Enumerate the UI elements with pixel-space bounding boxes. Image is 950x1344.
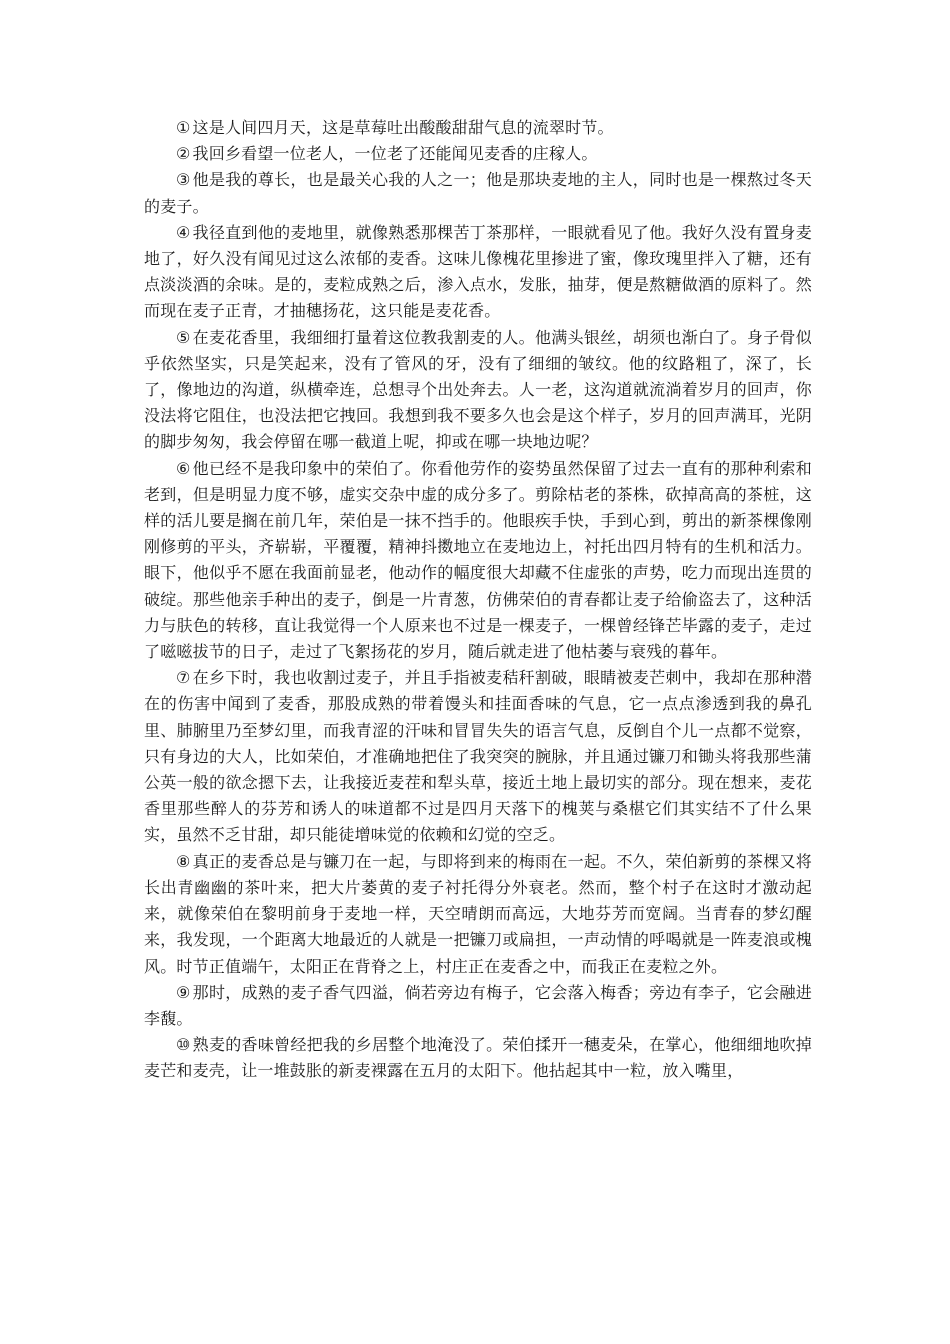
paragraph-number: ④ (176, 222, 191, 242)
paragraph-text: 他已经不是我印象中的荣伯了。你看他劳作的姿势虽然保留了过去一直有的那种利索和老到，但是明显力度不够，虚实交杂中虚的成分多了。剪除枯老的茶株，砍掉高高的茶桩，这样的活儿要是搁在前几年，荣伯是一抹不挡手的。他眼疾手快，手到心到，剪出的新茶棵像刚刚修剪的平头，齐崭崭，平覆覆，精神抖擞地立在麦地边上，衬托出四月特有的生机和活力。眼下，他似乎不愿在我面前显老，他动作的幅度很大却藏不住虚张的声势，吃力而现出连贯的破绽。那些他亲手种出的麦子，倒是一片青葱，仿佛荣伯的青春都让麦子给偷盗去了，这种活力与肤色的转移，直让我觉得一个人原来也不过是一棵麦子，一棵曾经锋芒毕露的麦子，走过了嗞嗞拔节的日子，走过了飞絮扬花的岁月，随后就走进了他枯萎与衰残的暮年。 (144, 458, 812, 662)
paragraph-5 (144, 325, 812, 456)
paragraph-text: 他是我的尊长，也是最关心我的人之一；他是那块麦地的主人，同时也是一棵熬过冬天的麦子。 (144, 170, 812, 216)
paragraph-text: 在乡下时，我也收割过麦子，并且手指被麦秸秆割破，眼睛被麦芒刺中，我却在那种潜在的伤害中闻到了麦香，那股成熟的带着馒头和挂面香味的气息，它一点点渗透到我的鼻孔里、肺腑里乃至梦幻里，而我青涩的汗味和冒冒失失的语言气息，反倒自个儿一点都不觉察，只有身边的大人，比如荣伯，才准确地把住了我突突的腕脉，并且通过镰刀和锄头将我那些蒲公英一般的欲念摁下去，让我接近麦茬和犁头草，接近土地上最切实的部分。现在想来，麦花香里那些醉人的芬芳和诱人的味道都不过是四月天落下的槐荚与桑椹它们其实结不了什么果实，虽然不乏甘甜，却只能徒增味觉的依赖和幻觉的空乏。 (144, 668, 812, 845)
paragraph-text: 熟麦的香味曾经把我的乡居整个地淹没了。荣伯揉开一穗麦朵，在掌心，他细细地吹掉麦芒和麦壳，让一堆鼓胀的新麦裸露在五月的太阳下。他拈起其中一粒，放入嘴里， (144, 1035, 812, 1081)
paragraph-number: ⑦ (176, 668, 191, 688)
paragraph-text: 在麦花香里，我细细打量着这位教我割麦的人。他满头银丝，胡须也渐白了。身子骨似乎依然坚实，只是笑起来，没有了管风的牙，没有了细细的皱纹。他的纹路粗了，深了，长了，像地边的沟道，纵横牵连，总想寻个出处奔去。人一老，这沟道就流淌着岁月的回声，你没法将它阻住，也没法把它拽回。我想到我不要多久也会是这个样子，岁月的回声满耳，光阴的脚步匆匆，我会停留在哪一截道上呢，抑或在哪一块地边呢？ (144, 327, 812, 452)
paragraph-2 (144, 141, 812, 167)
paragraph-text: 那时，成熟的麦子香气四溢，倘若旁边有梅子，它会落入梅香；旁边有李子，它会融进李馥。 (144, 982, 812, 1028)
paragraph-3 (144, 167, 812, 219)
paragraph-text: 我回乡看望一位老人，一位老了还能闻见麦香的庄稼人。 (192, 144, 598, 164)
essay-body (144, 115, 812, 1085)
paragraph-number: ③ (176, 170, 191, 190)
paragraph-number: ⑩ (176, 1035, 191, 1055)
paragraph-9 (144, 980, 812, 1032)
paragraph-1 (144, 115, 812, 141)
paragraph-number: ⑥ (176, 458, 191, 478)
paragraph-number: ② (176, 144, 191, 164)
paragraph-number: ① (176, 118, 191, 137)
paragraph-6 (144, 456, 812, 666)
paragraph-8 (144, 849, 812, 980)
paragraph-text: 这是人间四月天，这是草莓吐出酸酸甜甜气息的流翠时节。 (192, 118, 614, 137)
paragraph-10 (144, 1032, 812, 1084)
paragraph-text: 真正的麦香总是与镰刀在一起，与即将到来的梅雨在一起。不久，荣伯新剪的茶棵又将长出青幽幽的茶叶来，把大片萎黄的麦子衬托得分外衰老。然而，整个村子在这时才激动起来，就像荣伯在黎明前身于麦地一样，天空晴朗而高远，大地芬芳而宽阔。当青春的梦幻醒来，我发现，一个距离大地最近的人就是一把镰刀或扁担，一声动情的呼喝就是一阵麦浪或槐风。时节正值端午，太阳正在背脊之上，村庄正在麦香之中，而我正在麦粒之外。 (144, 851, 812, 976)
paragraph-number: ⑨ (176, 982, 191, 1002)
paragraph-number: ⑧ (176, 851, 191, 871)
paragraph-number: ⑤ (176, 327, 191, 347)
paragraph-text: 我径直到他的麦地里，就像熟悉那棵苦丁茶那样，一眼就看见了他。我好久没有置身麦地了，好久没有闻见过这么浓郁的麦香。这味儿像槐花里掺进了蜜，像玫瑰里拌入了糖，还有点淡淡酒的余味。是的，麦粒成熟之后，渗入点水，发胀，抽芽，便是熬糖做酒的原料了。然而现在麦子正青，才抽穗扬花，这只能是麦花香。 (144, 222, 812, 321)
paragraph-4 (144, 220, 812, 325)
paragraph-7 (144, 665, 812, 848)
